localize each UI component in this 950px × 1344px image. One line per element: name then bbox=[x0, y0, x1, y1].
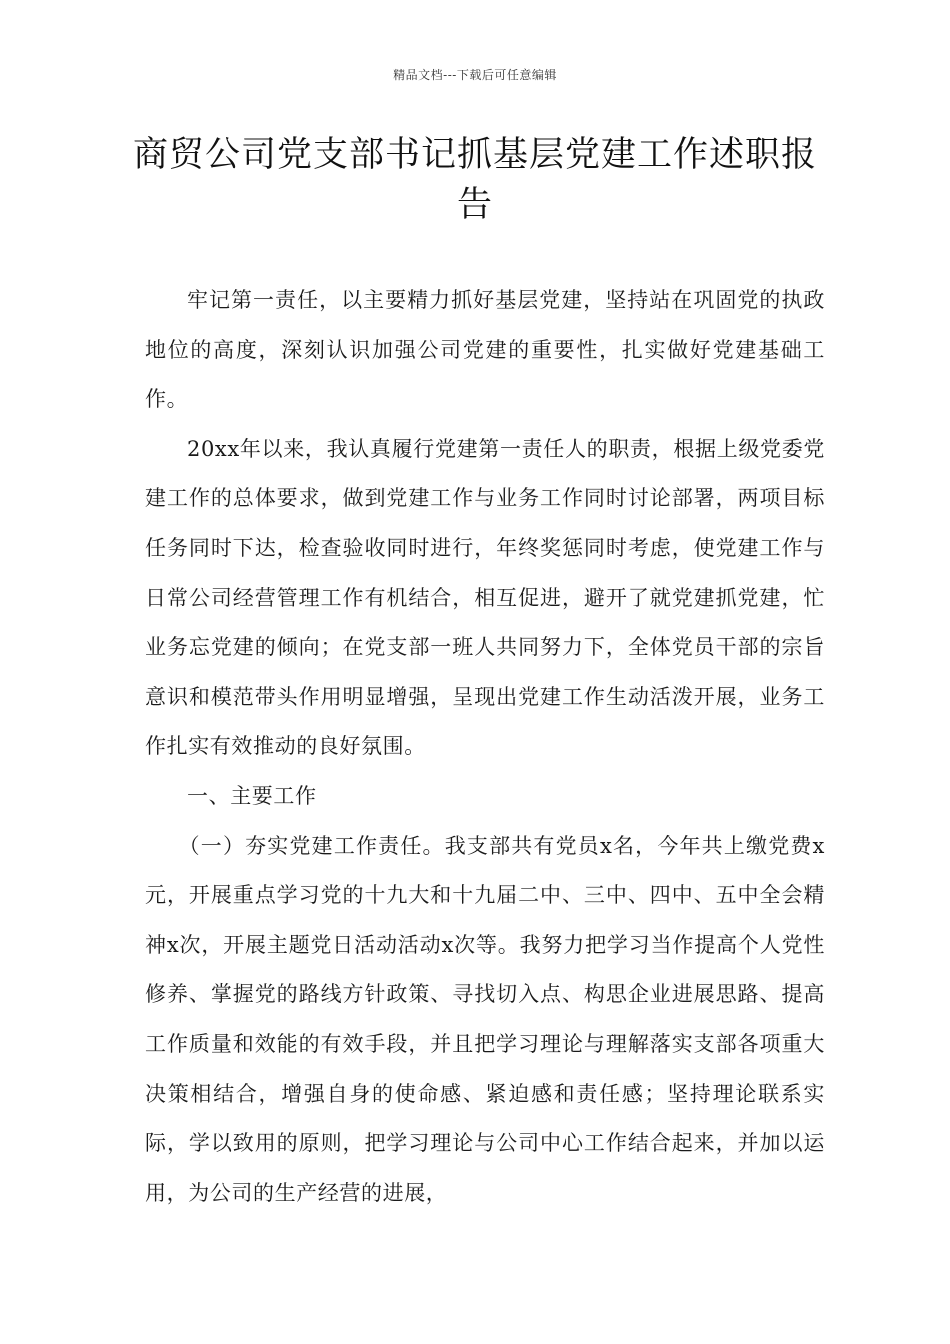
document-body bbox=[145, 276, 825, 1218]
document-title: 商贸公司党支部书记抓基层党建工作述职报告 bbox=[132, 135, 817, 225]
header-note: 精品文档---下载后可任意编辑 bbox=[393, 68, 557, 82]
paragraph-intro: 牢记第一责任，以主要精力抓好基层党建，坚持站在巩固党的执政地位的高度，深刻认识加强公司党建的重要性，扎实做好党建基础工作。 bbox=[145, 288, 825, 412]
subsection-paragraph: （一）夯实党建工作责任。我支部共有党员x名，今年共上缴党费x元，开展重点学习党的十九大和十九届二中、三中、四中、五中全会精神x次，开展主题党日活动活动x次等。我努力把学习当作提高个人党性修养、掌握党的路线方针政策、寻找切入点、构思企业进展思路、提高工作质量和效能的有效手段，并且把学习理论与理解落实支部各项重大决策相结合，增强自身的使命感、紧迫感和责任感；坚持理论联系实际，学以致用的原则，把学习理论与公司中心工作结合起来，并加以运用，为公司的生产经营的进展， bbox=[145, 833, 825, 1205]
section-heading: 一、主要工作 bbox=[187, 783, 317, 808]
paragraph-overview: 20xx年以来，我认真履行党建第一责任人的职责，根据上级党委党建工作的总体要求，做到党建工作与业务工作同时讨论部署，两项目标任务同时下达，检查验收同时进行，年终奖惩同时考虑，使党建工作与日常公司经营管理工作有机结合，相互促进，避开了就党建抓党建，忙业务忘党建的倾向；在党支部一班人共同努力下，全体党员干部的宗旨意识和模范带头作用明显增强，呈现出党建工作生动活泼开展，业务工作扎实有效推动的良好氛围。 bbox=[145, 436, 825, 759]
